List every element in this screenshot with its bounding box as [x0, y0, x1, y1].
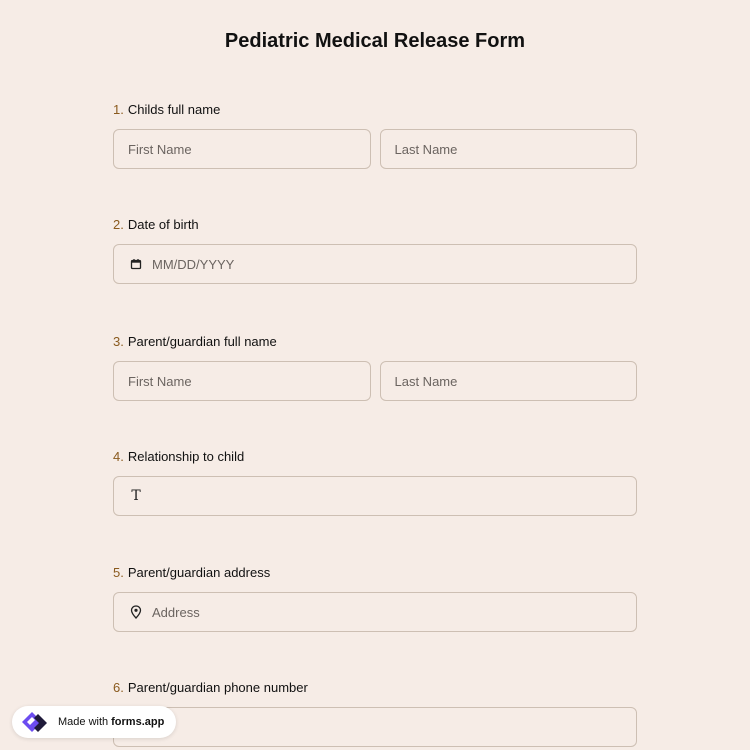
made-with-badge[interactable] [12, 706, 176, 738]
question-text: Childs full name [127, 102, 221, 117]
placeholder-text: First Name [128, 141, 192, 157]
question-number: 6. [113, 680, 124, 695]
question-text: Relationship to child [127, 449, 245, 464]
child-first-name-input[interactable] [113, 129, 371, 169]
date-of-birth-input[interactable] [113, 244, 637, 284]
question-parent-full-name [113, 333, 637, 401]
placeholder-text: Address [152, 604, 200, 620]
question-date-of-birth [113, 216, 637, 284]
question-number: 4. [113, 449, 124, 464]
question-childs-full-name [113, 101, 637, 169]
placeholder-text: Last Name [394, 141, 458, 157]
question-number: 3. [113, 334, 124, 349]
address-input[interactable] [113, 592, 637, 632]
phone-input[interactable] [113, 707, 637, 747]
question-text: Parent/guardian address [127, 565, 271, 580]
question-number: 1. [113, 102, 124, 117]
question-address [113, 564, 637, 632]
text-icon: T [131, 488, 141, 504]
question-label [113, 679, 637, 697]
badge-prefix: Made with [58, 716, 109, 728]
page-title: Pediatric Medical Release Form [224, 30, 526, 52]
badge-brand: forms.app [111, 716, 165, 728]
placeholder-text: MM/DD/YYYY [152, 256, 235, 272]
placeholder-text: Last Name [394, 373, 458, 389]
placeholder-text: First Name [128, 373, 192, 389]
forms-app-logo-icon [20, 710, 50, 734]
question-label [113, 333, 637, 351]
question-text: Parent/guardian full name [127, 334, 277, 349]
question-number: 5. [113, 565, 124, 580]
relationship-input[interactable] [113, 476, 637, 516]
question-label [113, 101, 637, 119]
child-last-name-input[interactable] [380, 129, 638, 169]
parent-first-name-input[interactable] [113, 361, 371, 401]
question-relationship [113, 448, 637, 516]
question-label [113, 216, 637, 234]
question-text: Parent/guardian phone number [127, 680, 308, 695]
parent-last-name-input[interactable] [380, 361, 638, 401]
question-label [113, 448, 637, 466]
question-label [113, 564, 637, 582]
calendar-icon [128, 256, 144, 272]
question-number: 2. [113, 217, 124, 232]
question-phone [113, 679, 637, 747]
question-text: Date of birth [127, 217, 199, 232]
location-pin-icon [128, 604, 144, 620]
